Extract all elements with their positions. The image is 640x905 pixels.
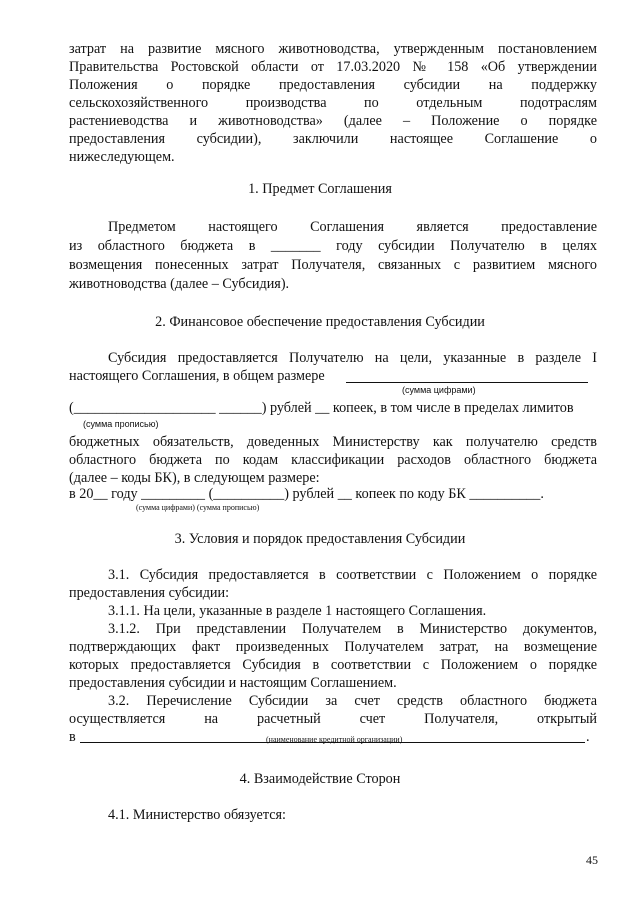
s2-line-7: в 20__ году _________ (__________) рублей __ копеек по коду БК __________.: [69, 486, 544, 502]
intro-line-3: Положения о порядке предоставления субсидии на поддержку: [69, 77, 597, 93]
s2-line-4: бюджетных обязательств, доведенных Министерству как получателю средств: [69, 434, 597, 450]
s2-line-1: Субсидия предоставляется Получателю на цели, указанные в разделе I: [108, 350, 597, 366]
s1-line-1: Предметом настоящего Соглашения является предоставление: [108, 219, 597, 235]
s3-line-2: предоставления субсидии:: [69, 585, 230, 601]
s3-line-6: которых предоставляется Субсидия в соответствии с Положением о порядке: [69, 657, 597, 673]
s1-line-2: из областного бюджета в _______ году субсидии Получателю в целях: [69, 238, 597, 254]
caption-bank-name: (наименование кредитной организации): [266, 735, 403, 744]
intro-line-6: предоставления субсидии), заключили настоящее Соглашение о: [69, 131, 597, 147]
intro-line-2: Правительства Ростовской области от 17.03.2020 № 158 «Об утверждении: [69, 59, 597, 75]
caption-sum-words: (сумма прописью): [83, 419, 159, 429]
s3-line-10-end: .: [586, 729, 590, 745]
intro-line-4: сельскохозяйственного производства по отдельным подотраслям: [69, 95, 597, 111]
s3-line-8: 3.2. Перечисление Субсидии за счет средств областного бюджета: [108, 693, 597, 709]
s3-line-5: подтверждающих факт произведенных Получателем затрат, на возмещение: [69, 639, 597, 655]
intro-line-7: нижеследующем.: [69, 149, 175, 165]
s2-line-5: областного бюджета по кодам классификации расходов областного бюджета: [69, 452, 597, 468]
s2-line-2: настоящего Соглашения, в общем размере: [69, 368, 325, 384]
s3-line-9: осуществляется на расчетный счет Получателя, открытый: [69, 711, 597, 727]
page-number: 45: [586, 853, 598, 867]
s1-line-4: животноводства (далее – Субсидия).: [69, 276, 290, 292]
section-4-heading: 4. Взаимодействие Сторон: [239, 771, 401, 787]
s1-line-3: возмещения понесенных затрат Получателя, связанных с развитием мясного: [69, 257, 597, 273]
s3-line-7: предоставления субсидии и настоящим Соглашением.: [69, 675, 397, 691]
intro-line-1: затрат на развитие мясного животноводства, утвержденным постановлением: [69, 41, 597, 57]
section-3-heading: 3. Условия и порядок предоставления Субсидии: [174, 531, 466, 547]
s2-line-6: (далее – коды БК), в следующем размере:: [69, 470, 320, 486]
s4-line-1: 4.1. Министерство обязуется:: [108, 807, 286, 823]
s3-line-4: 3.1.2. При представлении Получателем в Министерство документов,: [108, 621, 597, 637]
s2-line-3: (____________________ ______) рублей __ копеек, в том числе в пределах лимитов: [69, 400, 574, 416]
section-1-heading: 1. Предмет Соглашения: [248, 181, 392, 197]
caption-sum-small: (сумма цифрами) (сумма прописью): [136, 503, 260, 512]
s3-line-10-start: в: [69, 729, 76, 745]
sum-digits-field-line: [346, 382, 588, 383]
caption-sum-digits: (сумма цифрами): [402, 385, 476, 395]
s3-line-3: 3.1.1. На цели, указанные в разделе 1 настоящего Соглашения.: [108, 603, 487, 619]
s3-line-1: 3.1. Субсидия предоставляется в соответствии с Положением о порядке: [108, 567, 597, 583]
section-2-heading: 2. Финансовое обеспечение предоставления Субсидии: [155, 314, 485, 330]
intro-line-5: растениеводства и животноводства» (далее – Положение о порядке: [69, 113, 597, 129]
